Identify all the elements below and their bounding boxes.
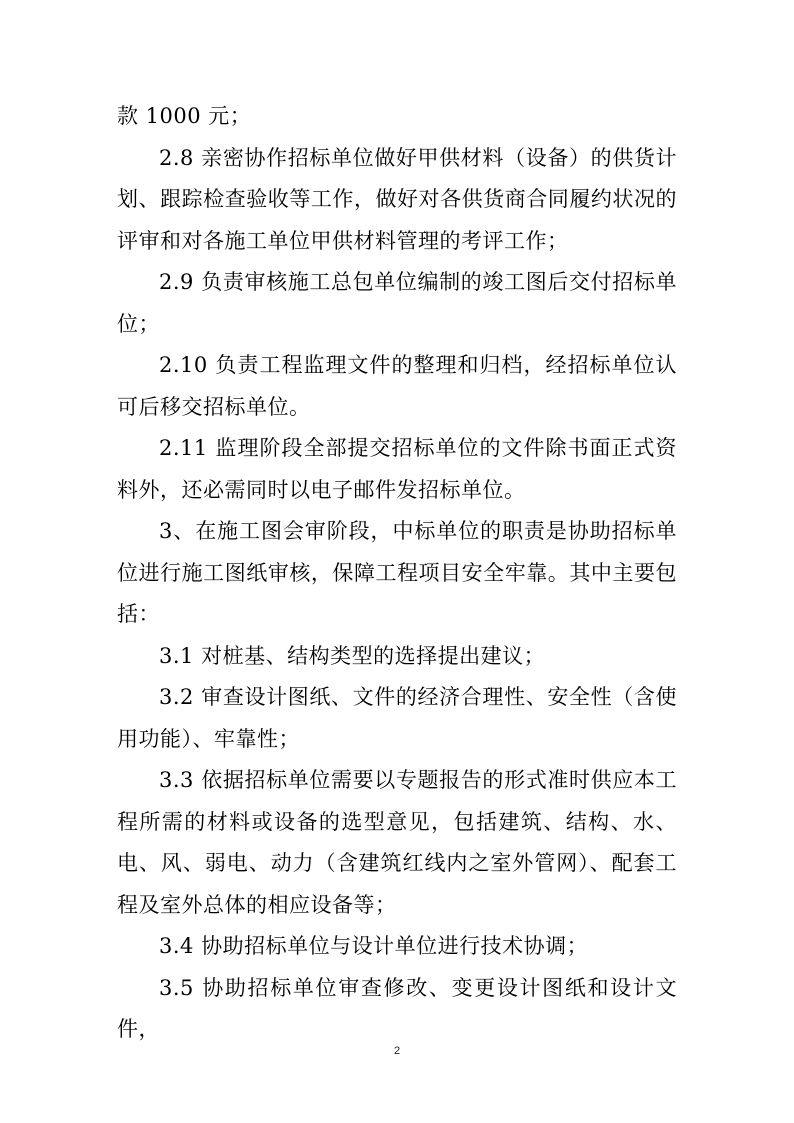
paragraph-payment: 款 1000 元；: [117, 104, 252, 128]
paragraph-2-11: 2.11 监理阶段全部提交招标单位的文件除书面正式资料外，还必需同时以电子邮件发招标单位。: [117, 436, 677, 502]
paragraph-3-3: 3.3 依据招标单位需要以专题报告的形式准时供应本工程所需的材料或设备的选型意见，包括建筑、结构、水、电、风、弱电、动力（含建筑红线内之室外管网）、配套工程及室外总体的相应设备等；: [117, 768, 677, 917]
document-body: [117, 96, 677, 1051]
page-number: 2: [393, 1045, 401, 1057]
paragraph-3-5: 3.5 协助招标单位审查修改、变更设计图纸和设计文件，: [117, 975, 677, 1041]
paragraph-3-2: 3.2 审查设计图纸、文件的经济合理性、安全性（含使用功能）、牢靠性；: [117, 685, 677, 751]
paragraph-3-4: 3.4 协助招标单位与设计单位进行技术协调；: [159, 934, 589, 958]
paragraph-2-9: 2.9 负责审核施工总包单位编制的竣工图后交付招标单位；: [117, 270, 677, 336]
paragraph-3: 3、在施工图会审阶段，中标单位的职责是协助招标单位进行施工图纸审核，保障工程项目安全牢靠。其中主要包括：: [117, 519, 677, 626]
paragraph-3-1: 3.1 对桩基、结构类型的选择提出建议；: [159, 643, 546, 668]
paragraph-2-8: 2.8 亲密协作招标单位做好甲供材料（设备）的供货计划、跟踪检查验收等工作，做好对各供货商合同履约状况的评审和对各施工单位甲供材料管理的考评工作；: [117, 145, 677, 253]
paragraph-2-10: 2.10 负责工程监理文件的整理和归档，经招标单位认可后移交招标单位。: [117, 353, 677, 419]
